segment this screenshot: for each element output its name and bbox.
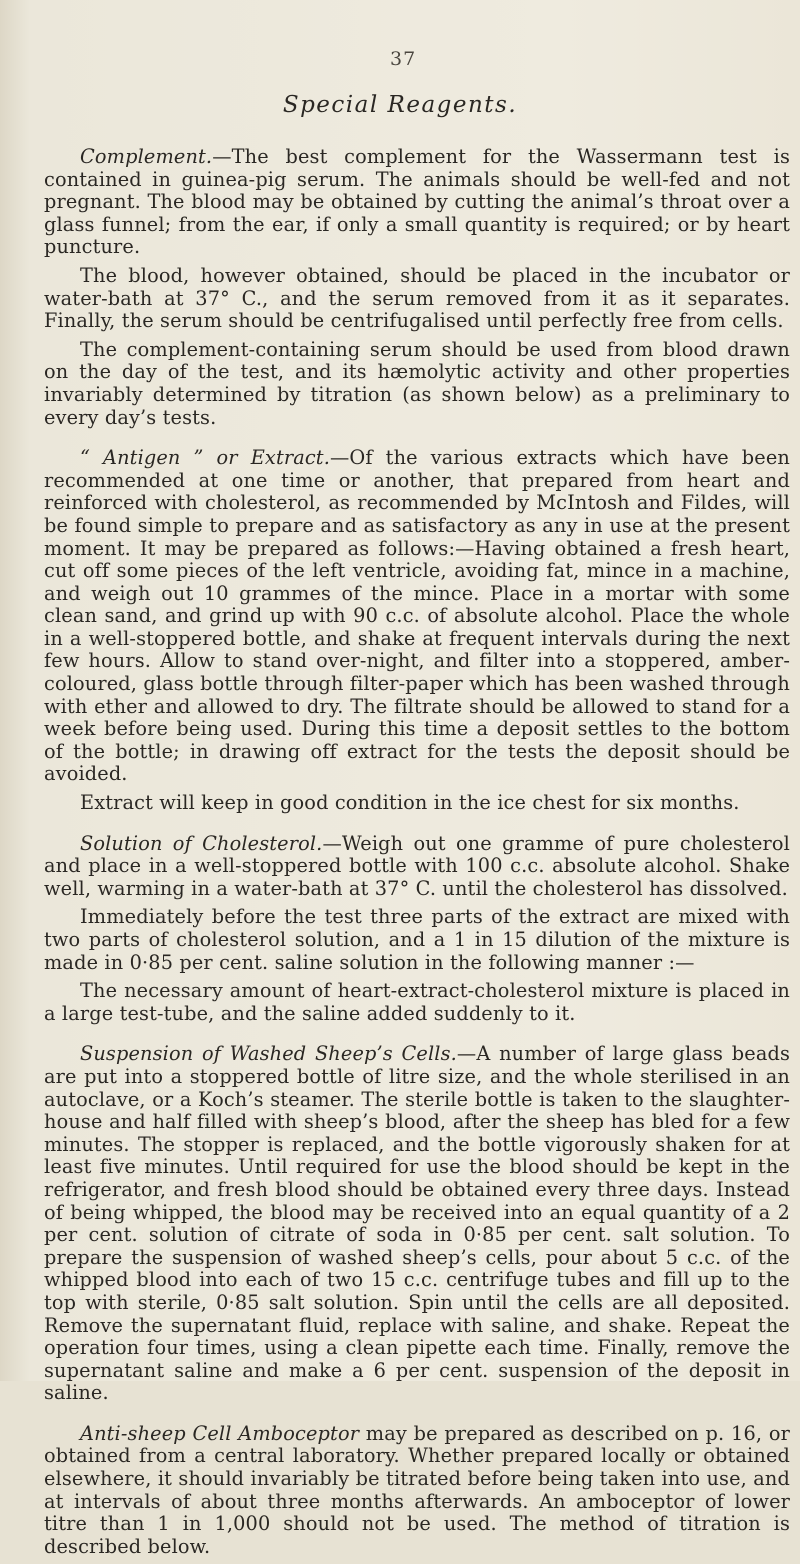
page-number: 37: [390, 48, 417, 70]
paragraph-sheep-cells: [44, 1043, 790, 1405]
paragraph-extract-keeping: [44, 792, 790, 815]
paragraph-text: The necessary amount of heart-extract-cholesterol mixture is placed in a large test-tube, and the saline added suddenly to it.: [44, 979, 790, 1025]
section-heading-sheep-cells: Suspension of Washed Sheep’s Cells.: [80, 1042, 457, 1066]
paragraph-text: —Weigh out one gramme of pure cholesterol and place in a well-stoppered bottle with 100 c.c. absolute alcohol. Shake well, warming in a water-bath at 37° C. until the cholesterol has dissolved.: [44, 831, 790, 900]
section-heading-antigen: “ Antigen ” or Extract.: [80, 446, 330, 470]
section-heading-amboceptor: Anti-sheep Cell Amboceptor: [80, 1421, 360, 1445]
paragraph-antigen: [44, 447, 790, 786]
paragraph-amboceptor: [44, 1423, 790, 1559]
paragraph-complement-titration: [44, 339, 790, 429]
paragraph-complement: [44, 146, 790, 259]
paragraph-text: may be prepared as described on p. 16, or obtained from a central laboratory. Whether prepared locally or obtained elsewhere, it should invariably be titrated before being taken into use, and at intervals of about three months afterwards. An amboceptor of lower titre than 1 in 1,000 should not be used. The method of titration is described below.: [44, 1421, 791, 1558]
paragraph-text: Extract will keep in good condition in the ice chest for six months.: [80, 791, 740, 815]
section-heading-cholesterol: Solution of Cholesterol.: [80, 831, 323, 855]
paragraph-text: —The best complement for the Wassermann test is contained in guinea-pig serum. The animals should be well-fed and not pregnant. The blood may be obtained by cutting the animal’s throat over a glass funnel; from the ear, if only a small quantity is required; or by heart puncture.: [44, 145, 790, 259]
body-text: [44, 146, 790, 1564]
paragraph-dilution: [44, 906, 790, 974]
paragraph-cholesterol: [44, 833, 790, 901]
paragraph-text: —Of the various extracts which have been recommended at one time or another, that prepared from heart and reinforced with cholesterol, as recommended by McIntosh and Fildes, will be found simple to prepare and as satisfactory as any in use at the present moment. It may be prepared as follows:—Having obtained a fresh heart, cut off some pieces of the left ventricle, avoiding fat, mince in a machine, and weigh out 10 grammes of the mince. Place in a mortar with some clean sand, and grind up with 90 c.c. of absolute alcohol. Place the whole in a well-stoppered bottle, and shake at frequent intervals during the next few hours. Allow to stand over-night, and filter into a stoppered, amber-coloured, glass bottle through filter-paper which has been washed through with ether and allowed to dry. The filtrate should be allowed to stand for a week before being used. During this time a deposit settles to the bottom of the bottle; in drawing off extract for the tests the deposit should be avoided.: [44, 446, 790, 786]
page-title: Special Reagents.: [282, 92, 518, 118]
paragraph-blood-serum: [44, 265, 790, 333]
paragraph-text: Immediately before the test three parts of the extract are mixed with two parts of cholesterol solution, and a 1 in 15 dilution of the mixture is made in 0·85 per cent. saline solution in the following manner :—: [44, 905, 790, 974]
paragraph-text: The blood, however obtained, should be placed in the incubator or water-bath at 37° C., and the serum removed from it as it separates. Finally, the serum should be centrifugalised until perfectly free from cells.: [44, 263, 790, 333]
paragraph-text: —A number of large glass beads are put into a stoppered bottle of litre size, and the whole sterilised in an autoclave, or a Koch’s steamer. The sterile bottle is taken to the slaughter-house and half filled with sheep’s blood, after the sheep has bled for a few minutes. The stopper is replaced, and the bottle vigorously shaken for at least five minutes. Until required for use the blood should be kept in the refrigerator, and fresh blood should be obtained every three days. Instead of being whipped, the blood may be received into an equal quantity of a 2 per cent. solution of citrate of soda in 0·85 per cent. salt solution. To prepare the suspension of washed sheep’s cells, pour about 5 c.c. of the whipped blood into each of two 15 c.c. centrifuge tubes and fill up to the top with sterile, 0·85 salt solution. Spin until the cells are all deposited. Remove the supernatant fluid, replace with saline, and shake. Repeat the operation four times, using a clean pipette each time. Finally, remove the supernatant saline and make a 6 per cent. suspension of the deposit in saline.: [44, 1042, 790, 1405]
section-heading-complement: Complement.: [80, 145, 213, 168]
paragraph-text: The complement-containing serum should be used from blood drawn on the day of the test, and its hæmolytic activity and other properties invariably determined by titration (as shown below) as a preliminary to every day’s tests.: [44, 337, 790, 429]
paragraph-mixture: [44, 980, 790, 1025]
